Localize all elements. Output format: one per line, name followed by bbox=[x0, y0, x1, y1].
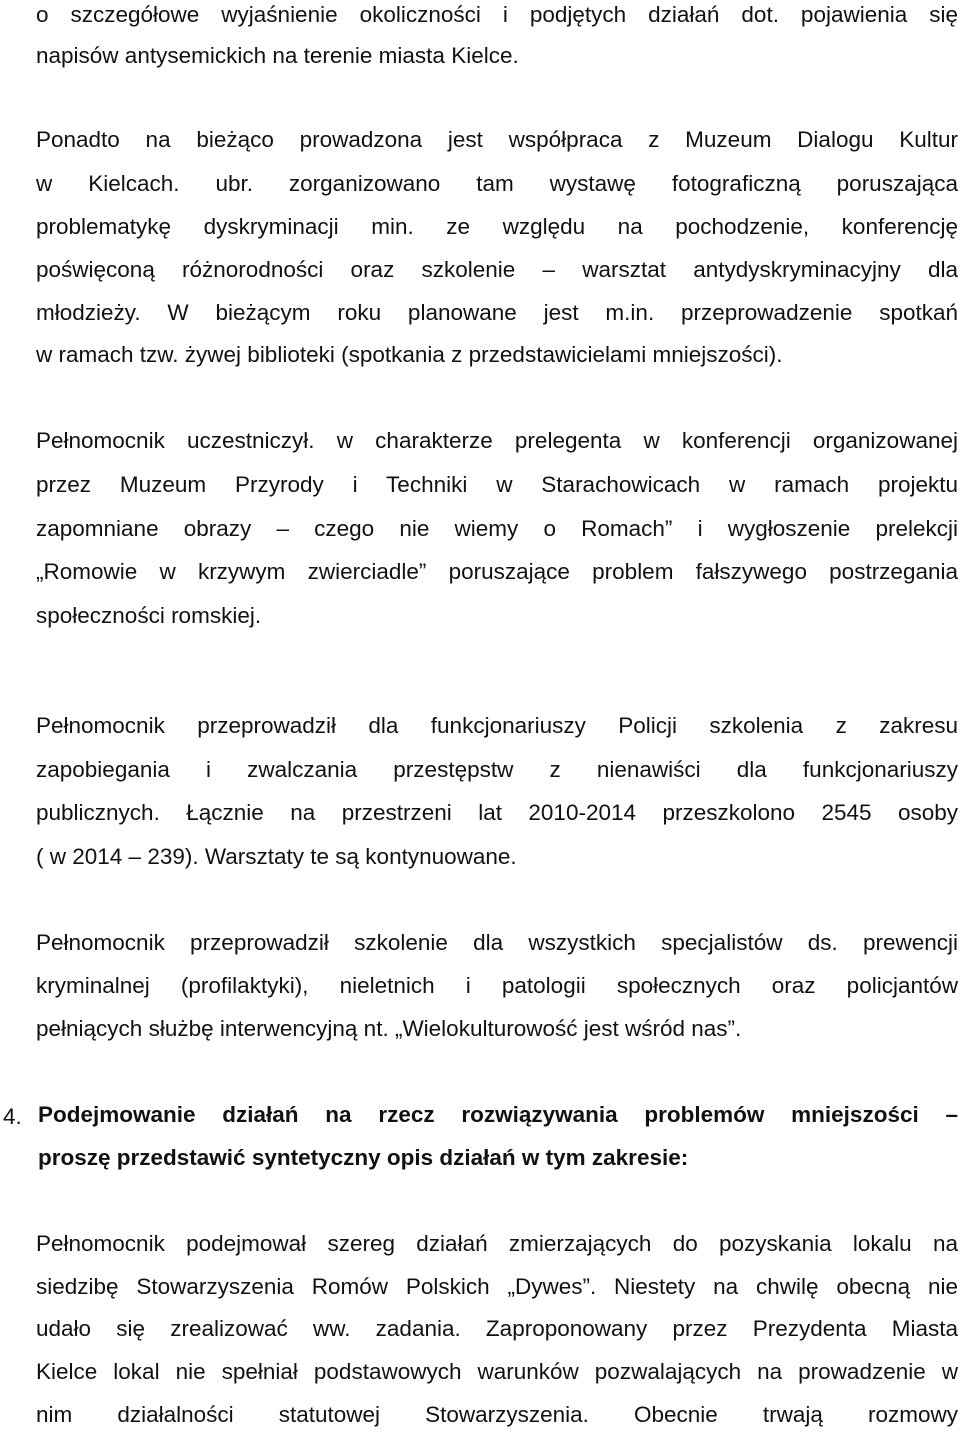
text-line: zapobiegania i zwalczania przestępstw z nienawiści dla funkcjonariuszy bbox=[36, 757, 958, 782]
text-line: przez Muzeum Przyrody i Techniki w Starachowicach w ramach projektu bbox=[36, 472, 958, 497]
text-line: Pełnomocnik podejmował szereg działań zmierzających do pozyskania lokalu na bbox=[36, 1231, 958, 1256]
text-line: nim działalności statutowej Stowarzyszenia. Obecnie trwają rozmowy bbox=[36, 1402, 958, 1427]
text-line: społeczności romskiej. bbox=[36, 603, 262, 628]
text-line: udało się zrealizować ww. zadania. Zaproponowany przez Prezydenta Miasta bbox=[36, 1316, 958, 1341]
text-line: „Romowie w krzywym zwierciadle” poruszające problem fałszywego postrzegania bbox=[36, 559, 958, 584]
text-line: problematykę dyskryminacji min. ze względu na pochodzenie, konferencję bbox=[36, 214, 958, 239]
text-line: kryminalnej (profilaktyki), nieletnich i patologii społecznych oraz policjantów bbox=[36, 973, 958, 998]
text-line: o szczegółowe wyjaśnienie okoliczności i podjętych działań dot. pojawienia się bbox=[36, 2, 958, 27]
text-line: młodzieży. W bieżącym roku planowane jest m.in. przeprowadzenie spotkań bbox=[36, 300, 958, 325]
section-heading: proszę przedstawić syntetyczny opis działań w tym zakresie: bbox=[38, 1145, 689, 1170]
text-line: Ponadto na bieżąco prowadzona jest współpraca z Muzeum Dialogu Kultur bbox=[36, 127, 958, 152]
text-line: poświęconą różnorodności oraz szkolenie – warsztat antydyskryminacyjny dla bbox=[36, 257, 958, 282]
text-line: ( w 2014 – 239). Warsztaty te są kontynuowane. bbox=[36, 844, 517, 869]
section-number: 4. bbox=[3, 1104, 22, 1129]
text-line: publicznych. Łącznie na przestrzeni lat 2010-2014 przeszkolono 2545 osoby bbox=[36, 800, 958, 825]
text-line: w ramach tzw. żywej biblioteki (spotkania z przedstawicielami mniejszości). bbox=[36, 342, 783, 367]
section-heading: Podejmowanie działań na rzecz rozwiązywania problemów mniejszości – bbox=[38, 1102, 958, 1127]
text-line: zapomniane obrazy – czego nie wiemy o Romach” i wygłoszenie prelekcji bbox=[36, 516, 958, 541]
text-line: Pełnomocnik przeprowadził szkolenie dla wszystkich specjalistów ds. prewencji bbox=[36, 930, 958, 955]
text-line: w Kielcach. ubr. zorganizowano tam wystawę fotograficzną poruszająca bbox=[36, 171, 958, 196]
text-line: Pełnomocnik przeprowadził dla funkcjonariuszy Policji szkolenia z zakresu bbox=[36, 713, 958, 738]
text-line: napisów antysemickich na terenie miasta Kielce. bbox=[36, 43, 519, 68]
text-line: Pełnomocnik uczestniczył. w charakterze prelegenta w konferencji organizowanej bbox=[36, 428, 958, 453]
text-line: pełniących służbę interwencyjną nt. „Wielokulturowość jest wśród nas”. bbox=[36, 1016, 742, 1041]
text-line: Kielce lokal nie spełniał podstawowych warunków pozwalających na prowadzenie w bbox=[36, 1359, 958, 1384]
text-line: siedzibę Stowarzyszenia Romów Polskich „Dywes”. Niestety na chwilę obecną nie bbox=[36, 1274, 958, 1299]
